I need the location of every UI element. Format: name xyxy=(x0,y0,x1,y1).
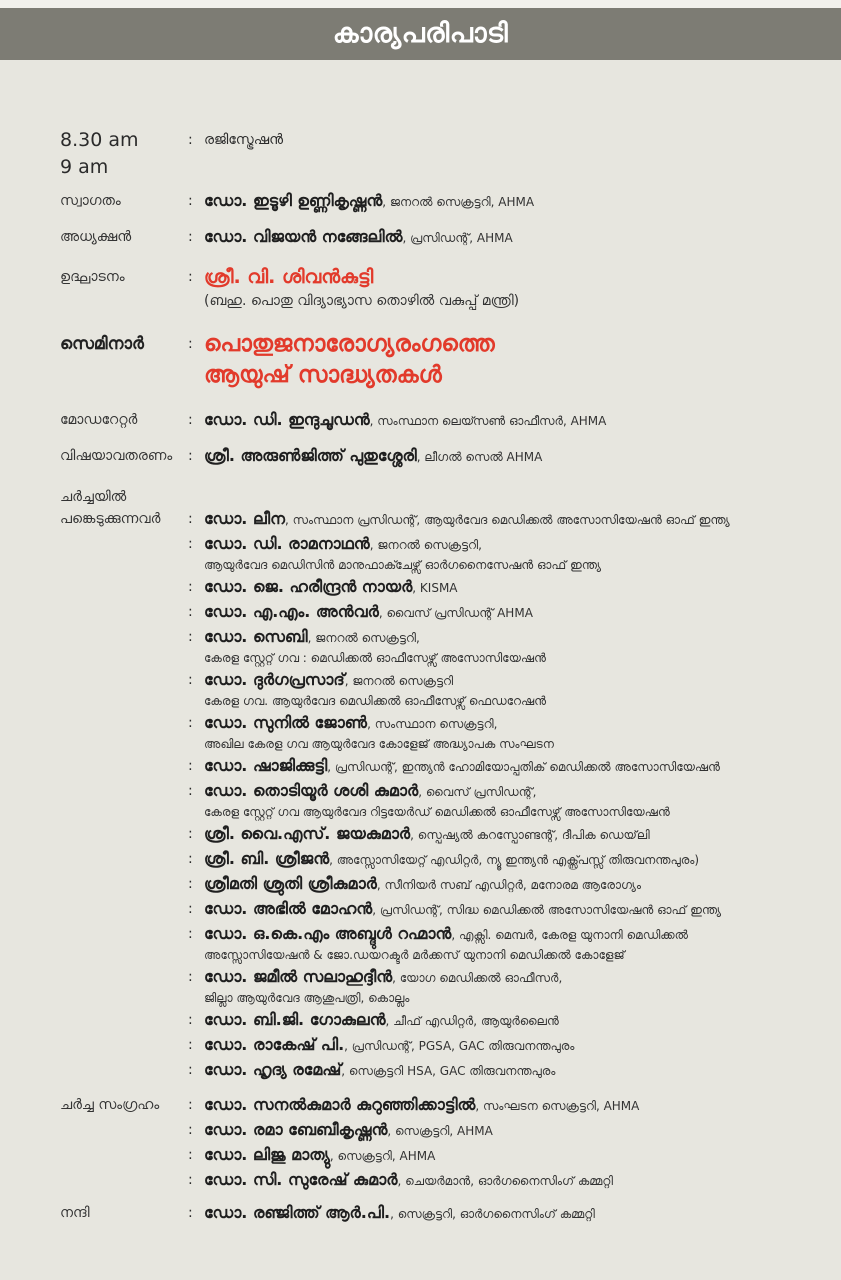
colon: : xyxy=(188,1205,193,1221)
colon: : xyxy=(188,448,193,464)
panelist-name: ഡോ. ജമീൽ സലാഹുദ്ദീൻ xyxy=(204,967,393,986)
colon: : xyxy=(188,826,193,842)
panel-section xyxy=(60,486,830,1082)
panelist-desc: , വൈസ് പ്രസിഡന്റ് AHMA xyxy=(378,606,533,620)
thanks-name: ഡോ. രഞ്ജിത്ത് ആർ.പി. xyxy=(204,1203,391,1222)
panelist-desc-line2: ജില്ലാ ആയുർവേദ ആശുപത്രി, കൊല്ലം xyxy=(204,991,410,1005)
panelist-row xyxy=(60,533,830,574)
seminar-title-line1: പൊതുജനാരോഗ്യരംഗത്തെ xyxy=(204,331,495,357)
panelist-name: ഡോ. ലീന xyxy=(204,509,285,528)
inauguration-label: ഉദ്ഘാടനം xyxy=(60,269,125,285)
panelist-row xyxy=(60,626,830,667)
panelist-row xyxy=(60,601,830,624)
panelist-name: ഡോ. അഭിൽ മോഹൻ xyxy=(204,899,373,918)
colon: : xyxy=(188,1012,193,1028)
panelist-name: ഡോ. ഹൃദ്യ രമേഷ് xyxy=(204,1060,342,1079)
panelist-desc: , സീനിയർ സബ് എഡിറ്റർ, മനോരമ ആരോഗ്യം xyxy=(376,878,641,892)
panelist-desc-line2: കേരള സ്റ്റേറ്റ് ഗവ : മെഡിക്കൽ ഓഫീസേഴ്സ് അസോസിയേഷൻ xyxy=(204,651,546,665)
colon: : xyxy=(188,336,193,352)
time-start: 8.30 am xyxy=(60,129,139,151)
header-banner xyxy=(0,8,841,60)
colon: : xyxy=(188,536,193,552)
colon: : xyxy=(188,269,193,285)
inauguration-desc: (ബഹു. പൊതു വിദ്യാഭ്യാസ തൊഴിൽ വകുപ്പ് മന്ത്രി) xyxy=(204,293,520,309)
colon: : xyxy=(188,132,193,148)
summary-name: ഡോ. ലിജു മാത്യു xyxy=(204,1145,330,1164)
panelist-desc-line2: അഖില കേരള ഗവ ആയുർവേദ കോളേജ് അദ്ധ്യാപക സംഘടന xyxy=(204,737,554,751)
panelist-name: ഡോ. തൊടിയൂർ ശശി കുമാർ xyxy=(204,781,419,800)
registration-row xyxy=(60,127,830,183)
panelist-desc-line2: കേരള ഗവ. ആയുർവേദ മെഡിക്കൽ ഓഫീസേഴ്സ് ഫെഡറേഷൻ xyxy=(204,694,547,708)
panelist-row xyxy=(60,966,830,1007)
panelist-row xyxy=(60,1009,830,1032)
thanks-desc: , സെക്രട്ടറി, ഓർഗനൈസിംഗ് കമ്മറ്റി xyxy=(390,1207,595,1221)
panelist-desc-line2: അസ്സോസിയേഷൻ & ജോ.ഡയറക്ടർ മർക്കസ് യുനാനി മെഡിക്കൽ കോളേജ് xyxy=(204,948,625,962)
thanks-row xyxy=(60,1202,830,1226)
panelist-row xyxy=(60,1059,830,1082)
panelist-desc: , ജനറൽ സെക്രട്ടറി, xyxy=(369,538,482,552)
panelist-name: ഡോ. എ.എം. അൻവർ xyxy=(204,602,379,621)
panelist-name: ഡോ. രാകേഷ് പി. xyxy=(204,1035,345,1054)
colon: : xyxy=(188,604,193,620)
page-title: കാര്യപരിപാടി xyxy=(332,18,509,49)
panelist-row xyxy=(60,755,830,778)
presidency-label: അധ്യക്ഷൻ xyxy=(60,229,132,245)
top-strip xyxy=(0,0,841,8)
welcome-desc: , ജനറൽ സെക്രട്ടറി, AHMA xyxy=(382,195,535,209)
panelist-desc: , ജനറൽ സെക്രട്ടറി xyxy=(344,674,454,688)
summary-desc: , സെക്രട്ടറി, AHMA xyxy=(329,1149,436,1163)
topic-name: ശ്രീ. അരുൺജിത്ത് പുതുശ്ശേരി xyxy=(204,446,417,465)
panelist-row xyxy=(60,576,830,599)
colon: : xyxy=(188,851,193,867)
colon: : xyxy=(188,511,193,527)
panelist-desc: , അസ്സോസിയേറ്റ് എഡിറ്റർ, ന്യൂ ഇന്ത്യൻ എക്സ്പ്രസ്സ് തിരുവനന്തപുരം) xyxy=(329,853,700,867)
colon: : xyxy=(188,715,193,731)
panelist-row xyxy=(60,508,830,531)
panelist-name: ഡോ. ഡി. രാമനാഥൻ xyxy=(204,534,370,553)
panelist-desc: , KISMA xyxy=(412,581,458,595)
panelist-row xyxy=(60,823,830,846)
welcome-name: ഡോ. ഇടൂഴി ഉണ്ണികൃഷ്ണൻ xyxy=(204,191,383,210)
presidency-desc: , പ്രസിഡന്റ്, AHMA xyxy=(402,231,513,245)
panelist-desc: , വൈസ് പ്രസിഡന്റ്, xyxy=(418,785,537,799)
panelist-row xyxy=(60,848,830,871)
panelist-name: ഡോ. ഷാജിക്കുട്ടി xyxy=(204,756,328,775)
summary-desc: , ചെയർമാൻ, ഓർഗനൈസിംഗ് കമ്മറ്റി xyxy=(397,1174,613,1188)
summary-row xyxy=(60,1119,830,1142)
registration-text: രജിസ്ട്രേഷൻ xyxy=(204,132,284,148)
summary-name: ഡോ. സനൽകുമാർ കുറുഞ്ഞിക്കാട്ടിൽ xyxy=(204,1095,476,1114)
inauguration-name: ശ്രീ. വി. ശിവൻകുട്ടി xyxy=(204,266,374,288)
colon: : xyxy=(188,783,193,799)
colon: : xyxy=(188,1122,193,1138)
panelist-row xyxy=(60,898,830,921)
colon: : xyxy=(188,876,193,892)
panelist-name: ഡോ. ഒ.കെ.എം അബ്ദുൾ റഹ്മാൻ xyxy=(204,924,452,943)
panelist-desc-line2: ആയുർവേദ മെഡിസിൻ മാനുഫാക്ചേഴ്സ് ഓർഗനൈസേഷൻ ഓഫ് ഇന്ത്യ xyxy=(204,558,601,572)
panelist-list xyxy=(60,508,830,1082)
presidency-name: ഡോ. വിജയൻ നങ്ങേലിൽ xyxy=(204,227,403,246)
seminar-row xyxy=(60,329,830,405)
panelist-name: ഡോ. ജെ. ഹരീന്ദ്രൻ നായർ xyxy=(204,577,413,596)
panelist-desc: , ചീഫ് എഡിറ്റർ, ആയുർലൈൻ xyxy=(385,1014,559,1028)
colon: : xyxy=(188,901,193,917)
colon: : xyxy=(188,1062,193,1078)
summary-desc: , സെക്രട്ടറി, AHMA xyxy=(387,1124,493,1138)
seminar-label: സെമിനാർ xyxy=(60,334,144,354)
colon: : xyxy=(188,193,193,209)
moderator-desc: , സംസ്ഥാന ലെയ്സൺ ഓഫീസർ, AHMA xyxy=(369,414,607,428)
moderator-label: മോഡറേറ്റർ xyxy=(60,412,138,428)
colon: : xyxy=(188,1147,193,1163)
panel-label-line2: പങ്കെടുക്കുന്നവർ xyxy=(60,511,161,527)
panelist-name: ഡോ. സുനിൽ ജോൺ xyxy=(204,713,368,732)
panelist-desc: , ജനറൽ സെക്രട്ടറി, xyxy=(307,631,420,645)
moderator-row xyxy=(60,409,830,445)
program-schedule xyxy=(60,127,830,1226)
colon: : xyxy=(188,926,193,942)
summary-section xyxy=(60,1094,830,1192)
colon: : xyxy=(188,229,193,245)
panelist-desc: , പ്രസിഡന്റ്, ഇന്ത്യൻ ഹോമിയോപ്പതിക് മെഡിക്കൽ അസോസിയേഷൻ xyxy=(327,760,720,774)
inauguration-row xyxy=(60,263,830,325)
panelist-row xyxy=(60,873,830,896)
panelist-row xyxy=(60,923,830,964)
colon: : xyxy=(188,629,193,645)
panelist-desc: , പ്രസിഡന്റ്, PGSA, GAC തിരുവനന്തപുരം xyxy=(344,1039,575,1053)
summary-name: ഡോ. സി. സുരേഷ് കുമാർ xyxy=(204,1170,398,1189)
panelist-name: ഡോ. ദുർഗപ്രസാദ് xyxy=(204,670,345,689)
seminar-title-line2: ആയുഷ് സാദ്ധ്യതകൾ xyxy=(204,362,442,388)
topic-desc: , ലീഗൽ സെൽ AHMA xyxy=(416,450,543,464)
welcome-row xyxy=(60,190,830,226)
panelist-name: ശ്രീ. ബി. ശ്രീജൻ xyxy=(204,849,330,868)
colon: : xyxy=(188,412,193,428)
summary-desc: , സംഘടന സെക്രട്ടറി, AHMA xyxy=(475,1099,640,1113)
panelist-row xyxy=(60,1034,830,1057)
panelist-desc: , പ്രസിഡന്റ്, സിദ്ധ മെഡിക്കൽ അസോസിയേഷൻ ഓഫ് ഇന്ത്യ xyxy=(372,903,722,917)
welcome-label: സ്വാഗതം xyxy=(60,193,121,209)
summary-name: ഡോ. രമാ ബേബീകൃഷ്ണൻ xyxy=(204,1120,388,1139)
time-second: 9 am xyxy=(60,156,109,178)
panelist-desc: , സംസ്ഥാന സെക്രട്ടറി, xyxy=(367,717,498,731)
panel-label-line1: ചർച്ചയിൽ xyxy=(60,489,127,505)
panelist-desc: , സെക്രട്ടറി HSA, GAC തിരുവനന്തപുരം xyxy=(341,1064,556,1078)
panelist-desc: , സംസ്ഥാന പ്രസിഡന്റ്, ആയുർവേദ മെഡിക്കൽ അസോസിയേഷൻ ഓഫ് ഇന്ത്യ xyxy=(284,513,730,527)
panelist-row xyxy=(60,669,830,710)
colon: : xyxy=(188,969,193,985)
panelist-name: ശ്രീമതി ശ്രുതി ശ്രീകുമാർ xyxy=(204,874,377,893)
colon: : xyxy=(188,1172,193,1188)
panelist-row xyxy=(60,780,830,821)
moderator-name: ഡോ. ഡി. ഇന്ദുചൂഡൻ xyxy=(204,410,370,429)
panelist-desc: , എക്സി. മെമ്പർ, കേരള യുനാനി മെഡിക്കൽ xyxy=(451,928,689,942)
topic-row xyxy=(60,445,830,481)
panelist-name: ഡോ. ബി.ജി. ഗോകുലൻ xyxy=(204,1010,386,1029)
colon: : xyxy=(188,1037,193,1053)
presidency-row xyxy=(60,226,830,260)
summary-label: ചർച്ച സംഗ്രഹം xyxy=(60,1097,160,1113)
panelist-row xyxy=(60,712,830,753)
colon: : xyxy=(188,579,193,595)
panelist-name: ഡോ. സെബി xyxy=(204,627,308,646)
colon: : xyxy=(188,672,193,688)
summary-row xyxy=(60,1169,830,1192)
colon: : xyxy=(188,1097,193,1113)
panelist-desc: , സ്പെഷ്യൽ കറസ്പോണ്ടന്റ്, ദീപിക ഡെയ്‌ലി xyxy=(410,828,650,842)
topic-label: വിഷയാവതരണം xyxy=(60,448,173,464)
panelist-name: ശ്രീ. വൈ.എസ്. ജയകുമാർ xyxy=(204,824,411,843)
thanks-label: നന്ദി xyxy=(60,1205,90,1221)
summary-row xyxy=(60,1094,830,1117)
summary-row xyxy=(60,1144,830,1167)
panelist-desc-line2: കേരള സ്റ്റേറ്റ് ഗവ ആയുർവേദ റിട്ടയേർഡ് മെഡിക്കൽ ഓഫീസേഴ്സ് അസോസിയേഷൻ xyxy=(204,805,670,819)
panelist-desc: , യോഗ മെഡിക്കൽ ഓഫീസർ, xyxy=(392,971,563,985)
colon: : xyxy=(188,758,193,774)
